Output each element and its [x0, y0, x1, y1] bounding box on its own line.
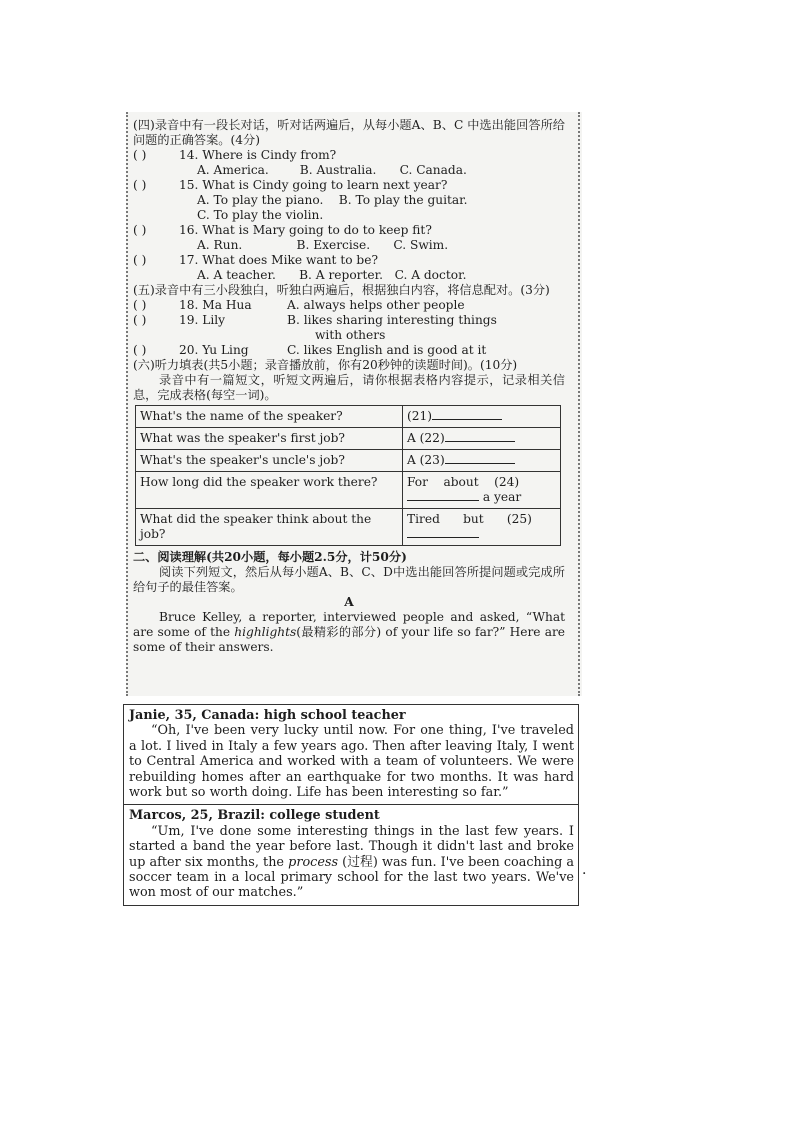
margin-mark: · — [582, 866, 587, 882]
entry-gloss: (过程) — [342, 854, 378, 870]
answer-paren: ( ) — [133, 178, 147, 192]
passage-intro — [133, 610, 565, 655]
question-text: 14. Where is Cindy from? — [179, 148, 337, 162]
match-row-19 — [133, 313, 565, 328]
part5-heading: (五)录音中有三小段独白，听独白两遍后，根据独白内容，将信息配对。(3分) — [133, 283, 550, 297]
table-row — [136, 509, 561, 546]
table-answer — [403, 406, 561, 428]
left-dotted-margin — [126, 112, 128, 696]
intro-text-end: of your life so far?” Here are some of their answers. — [133, 625, 566, 654]
question-14 — [133, 148, 565, 178]
answer-paren: ( ) — [133, 223, 147, 237]
table-row — [136, 472, 561, 509]
answer-paren: ( ) — [133, 343, 147, 357]
intro-gloss: (最精彩的部分) — [296, 625, 382, 639]
answer-blank-25[interactable] — [407, 527, 479, 538]
answer-label: A (22) — [407, 431, 445, 445]
part6-intro: 录音中有一篇短文，听短文两遍后，请你根据表格内容提示，记录相关信息，完成表格(每空一词)。 — [133, 373, 565, 402]
match-option: A. always helps other people — [287, 298, 465, 312]
answer-label: Tired but (25) — [407, 512, 532, 526]
passage-entry-marcos — [124, 804, 578, 904]
match-row-20 — [133, 343, 565, 358]
answer-paren: ( ) — [133, 148, 147, 162]
part4-heading: (四)录音中有一段长对话，听对话两遍后，从每小题A、B、C 中选出能回答所给问题的正确答案。(4分) — [133, 118, 565, 147]
passage-entry-janie — [124, 705, 578, 804]
answer-suffix: a year — [482, 490, 522, 504]
table-question: What's the speaker's uncle's job? — [136, 450, 403, 472]
intro-emphasis: highlights — [234, 625, 297, 639]
entry-text-start: “Um, I've done some interesting things in the last few years. I started a band the year before last. Though it didn't last and broke up after six months, the — [129, 823, 574, 870]
question-options: A. A teacher. B. A reporter. C. A doctor. — [197, 268, 467, 282]
question-17 — [133, 253, 565, 283]
table-question: How long did the speaker work there? — [136, 472, 403, 509]
question-options-cont: C. To play the violin. — [197, 208, 324, 222]
table-answer — [403, 509, 561, 546]
question-options: A. To play the piano. B. To play the guitar. — [197, 193, 468, 207]
table-answer — [403, 472, 561, 509]
table-row — [136, 428, 561, 450]
question-text: 17. What does Mike want to be? — [179, 253, 378, 267]
table-question: What did the speaker think about the job? — [136, 509, 403, 546]
answer-blank-22[interactable] — [445, 431, 515, 442]
match-name: 19. Lily — [179, 313, 226, 327]
question-text: 15. What is Cindy going to learn next year? — [179, 178, 448, 192]
intro-text: Bruce Kelley, a reporter, interviewed people and asked, “What are some of the — [133, 610, 565, 639]
answer-label: (21) — [407, 409, 433, 423]
answer-paren: ( ) — [133, 313, 147, 327]
entry-text — [129, 824, 574, 901]
right-dotted-margin — [578, 112, 580, 696]
table-row — [136, 450, 561, 472]
match-option: B. likes sharing interesting things — [287, 313, 497, 327]
match-name: 18. Ma Hua — [179, 298, 252, 312]
answer-blank-24[interactable] — [407, 490, 479, 501]
entry-header: Janie, 35, Canada: high school teacher — [129, 708, 406, 723]
question-15 — [133, 178, 565, 223]
passage-label: A — [344, 595, 354, 609]
answer-label: A (23) — [407, 453, 445, 467]
question-options: A. Run. B. Exercise. C. Swim. — [197, 238, 449, 252]
answer-paren: ( ) — [133, 253, 147, 267]
match-row-18 — [133, 298, 565, 313]
table-answer — [403, 450, 561, 472]
section2-instruction: 阅读下列短文，然后从每小题A、B、C、D中选出能回答所提问题或完成所给句子的最佳答案。 — [133, 565, 565, 594]
answer-blank-21[interactable] — [432, 409, 502, 420]
match-option-cont: with others — [315, 328, 386, 342]
entry-text-end: was fun. I've been coaching a soccer team in a local primary school for the last two years. We've won most of our matches.” — [129, 854, 575, 901]
fill-in-table — [135, 405, 561, 546]
entry-text: “Oh, I've been very lucky until now. For one thing, I've traveled a lot. I lived in Italy a few years ago. Then after leaving Italy, I went to Central America and worked with a team of volunteers. We were rebuilding homes after an earthquake for two months. It was hard work but so worth doing. Life has been interesting so far.” — [129, 723, 574, 801]
table-question: What was the speaker's first job? — [136, 428, 403, 450]
passage-box — [123, 704, 579, 906]
section2-heading: 二、阅读理解(共20小题，每小题2.5分，计50分) — [133, 550, 407, 564]
question-text: 16. What is Mary going to do to keep fit? — [179, 223, 432, 237]
question-16 — [133, 223, 565, 253]
listening-section — [133, 118, 565, 655]
part6-heading: (六)听力填表(共5小题；录音播放前，你有20秒钟的读题时间)。(10分) — [133, 358, 518, 372]
table-answer — [403, 428, 561, 450]
question-options: A. America. B. Australia. C. Canada. — [197, 163, 467, 177]
answer-paren: ( ) — [133, 298, 147, 312]
match-option: C. likes English and is good at it — [287, 343, 487, 357]
entry-emphasis: process — [288, 854, 339, 870]
entry-header: Marcos, 25, Brazil: college student — [129, 808, 380, 824]
table-question: What's the name of the speaker? — [136, 406, 403, 428]
table-row — [136, 406, 561, 428]
match-name: 20. Yu Ling — [179, 343, 249, 357]
answer-label: For about (24) — [407, 475, 520, 489]
answer-blank-23[interactable] — [445, 453, 515, 464]
